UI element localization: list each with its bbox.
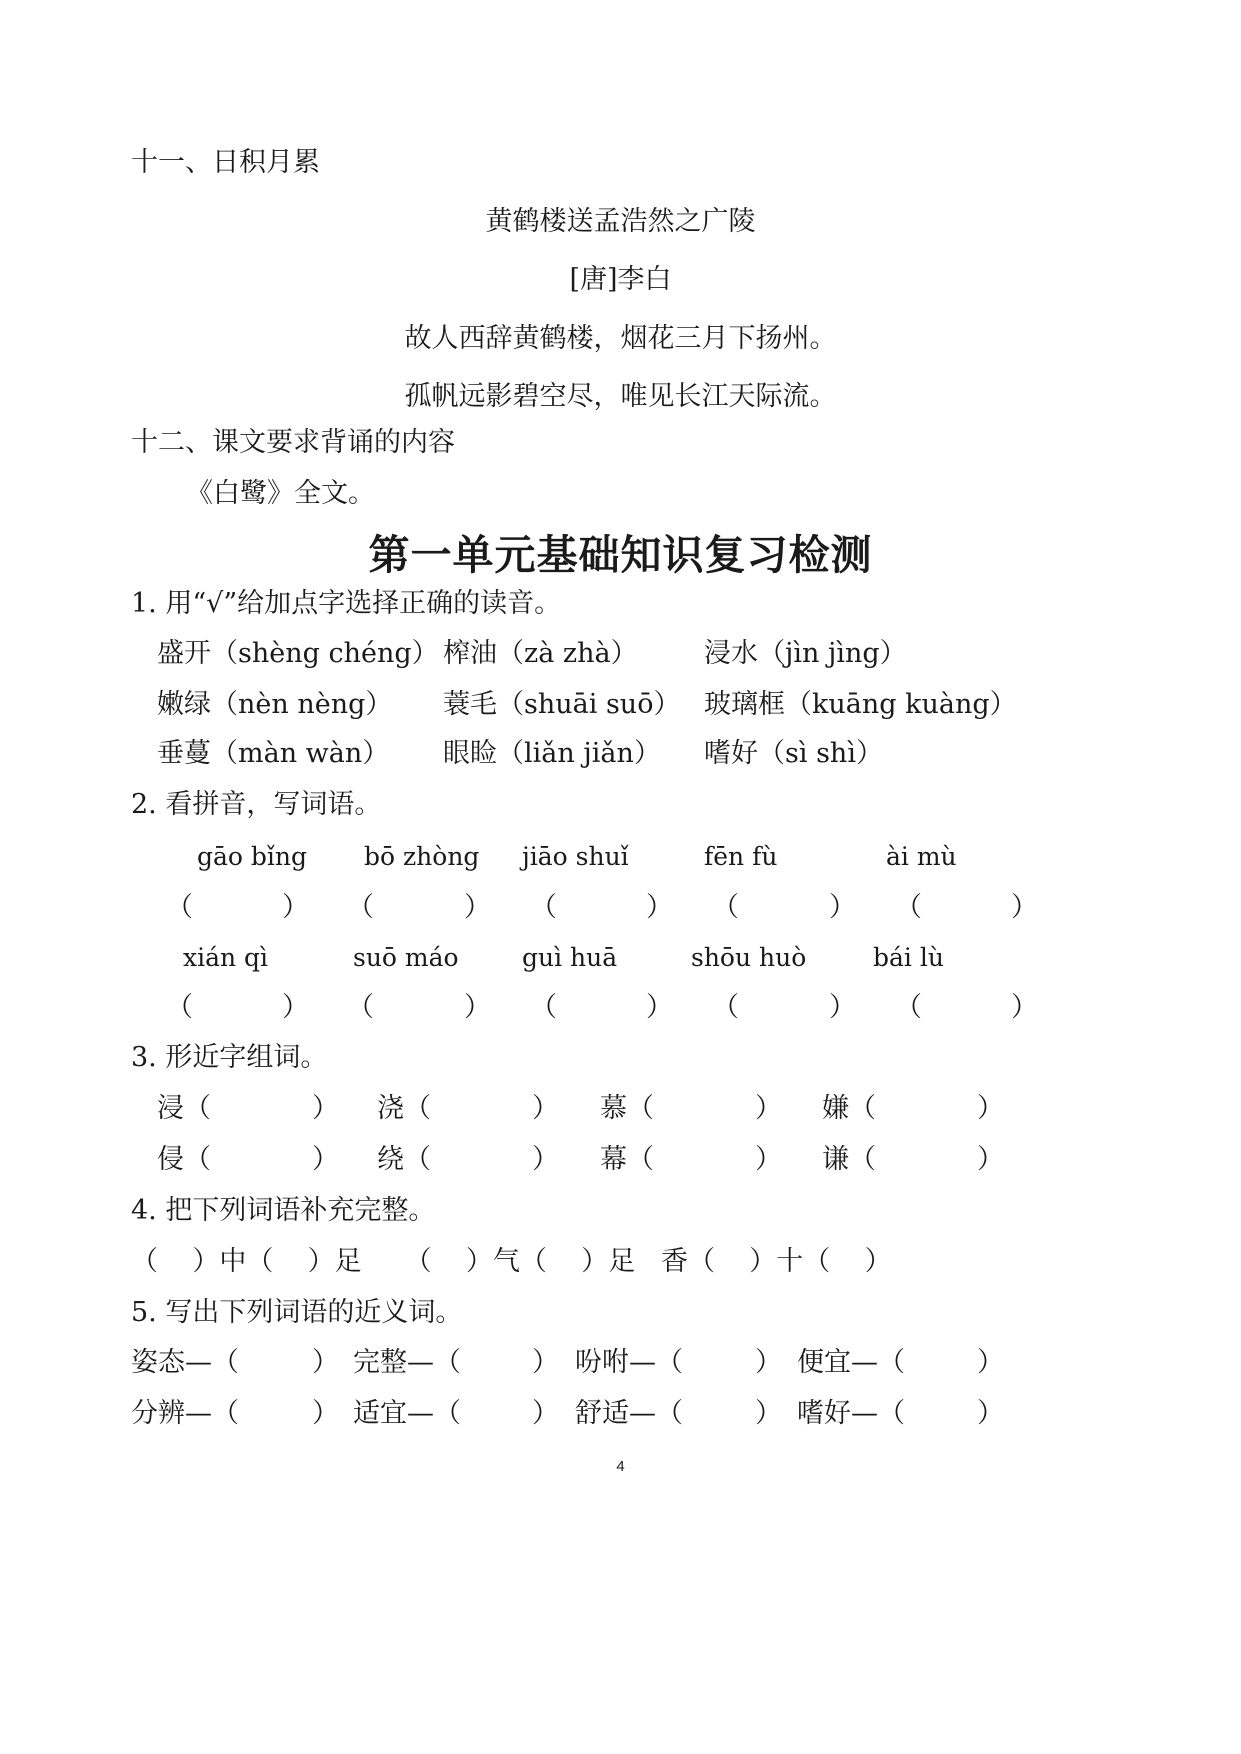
q2-pinyin: xián qì — [183, 943, 269, 972]
q5-item-close: ） — [312, 1347, 339, 1378]
q3-item-close: ） — [755, 1093, 782, 1124]
q3-item-close: ） — [312, 1093, 339, 1124]
q3-item: 绕（ — [377, 1144, 431, 1175]
section-12-heading: 十二、课文要求背诵的内容 — [131, 427, 455, 458]
q3-item: 慕（ — [600, 1093, 654, 1124]
q2-answer-close: ） — [829, 892, 856, 923]
q1-item: 盛开（shèng chéng） — [157, 638, 439, 669]
q2-answer-close: ） — [282, 892, 309, 923]
q2-answer-open: （ — [712, 992, 739, 1023]
q3-item: 幕（ — [600, 1144, 654, 1175]
q5-item-close: ） — [312, 1398, 339, 1429]
q2-answer-close: ） — [464, 892, 491, 923]
q2-answer-open: （ — [895, 992, 922, 1023]
q1-item: 嫩绿（nèn nèng） — [157, 689, 393, 720]
q3-item-close: ） — [532, 1144, 559, 1175]
q2-answer-open: （ — [895, 892, 922, 923]
q3-item-close: ） — [532, 1093, 559, 1124]
q2-answer-open: （ — [166, 992, 193, 1023]
q2-pinyin: jiāo shuǐ — [522, 842, 629, 871]
q3-prompt: 3. 形近字组词。 — [131, 1042, 328, 1073]
q1-item: 嗜好（sì shì） — [704, 738, 883, 769]
q1-item: 玻璃框（kuāng kuàng） — [704, 689, 1017, 720]
q2-pinyin: bō zhòng — [364, 842, 480, 871]
q5-item: 嗜好—（ — [797, 1398, 905, 1429]
q3-item: 浇（ — [377, 1093, 431, 1124]
q2-answer-close: ） — [1011, 992, 1038, 1023]
q5-item: 分辨—（ — [131, 1398, 239, 1429]
q2-pinyin: guì huā — [522, 943, 618, 972]
poem-line-2: 孤帆远影碧空尽，唯见长江天际流。 — [404, 381, 837, 412]
q3-item-close: ） — [977, 1144, 1004, 1175]
q3-item: 侵（ — [157, 1144, 211, 1175]
q2-pinyin: shōu huò — [691, 943, 807, 972]
q4-prompt: 4. 把下列词语补充完整。 — [131, 1195, 436, 1226]
q2-pinyin: bái lù — [873, 943, 944, 972]
q3-item: 嫌（ — [822, 1093, 876, 1124]
q5-item-close: ） — [755, 1347, 782, 1378]
q5-item: 完整—（ — [353, 1347, 461, 1378]
q2-answer-open: （ — [712, 892, 739, 923]
poem-title: 黄鹤楼送孟浩然之广陵 — [485, 206, 756, 237]
q3-item-close: ） — [755, 1144, 782, 1175]
q2-answer-close: ） — [646, 992, 673, 1023]
q5-item: 适宜—（ — [353, 1398, 461, 1429]
section-12-content: 《白鹭》全文。 — [186, 478, 375, 509]
q2-answer-open: （ — [530, 992, 557, 1023]
q2-answer-open: （ — [166, 892, 193, 923]
q1-item: 榨油（zà zhà） — [443, 638, 638, 669]
q1-item: 眼睑（liǎn jiǎn） — [443, 738, 661, 769]
q5-item: 便宜—（ — [797, 1347, 905, 1378]
q3-item: 谦（ — [822, 1144, 876, 1175]
q5-item: 吩咐—（ — [575, 1347, 683, 1378]
q3-item: 浸（ — [157, 1093, 211, 1124]
q1-item: 蓑毛（shuāi suō） — [443, 689, 681, 720]
q2-answer-open: （ — [347, 992, 374, 1023]
poem-line-1: 故人西辞黄鹤楼，烟花三月下扬州。 — [404, 323, 837, 354]
q5-item-close: ） — [532, 1347, 559, 1378]
q2-answer-close: ） — [646, 892, 673, 923]
q2-answer-close: ） — [464, 992, 491, 1023]
q5-item-close: ） — [755, 1398, 782, 1429]
q5-item: 姿态—（ — [131, 1347, 239, 1378]
q5-item-close: ） — [532, 1398, 559, 1429]
q5-item-close: ） — [977, 1398, 1004, 1429]
q4-line: （ ）中（ ）足 （ ）气（ ）足 香（ ）十（ ） — [131, 1246, 892, 1277]
q5-item: 舒适—（ — [575, 1398, 683, 1429]
q2-prompt: 2. 看拼音，写词语。 — [131, 789, 382, 820]
q2-pinyin: suō máo — [353, 943, 459, 972]
q2-answer-open: （ — [347, 892, 374, 923]
q5-item-close: ） — [977, 1347, 1004, 1378]
q2-answer-open: （ — [530, 892, 557, 923]
q2-pinyin: gāo bǐng — [197, 842, 308, 871]
page-number: 4 — [616, 1458, 625, 1475]
q1-prompt: 1. 用“√”给加点字选择正确的读音。 — [131, 588, 562, 619]
q2-pinyin: ài mù — [886, 842, 957, 871]
q1-item: 浸水（jìn jìng） — [704, 638, 907, 669]
q2-answer-close: ） — [282, 992, 309, 1023]
q3-item-close: ） — [312, 1144, 339, 1175]
q1-item: 垂蔓（màn wàn） — [157, 738, 390, 769]
q5-prompt: 5. 写出下列词语的近义词。 — [131, 1297, 463, 1328]
poem-author: [唐]李白 — [569, 264, 672, 295]
test-title: 第一单元基础知识复习检测 — [368, 531, 873, 579]
q3-item-close: ） — [977, 1093, 1004, 1124]
q2-answer-close: ） — [1011, 892, 1038, 923]
q2-pinyin: fēn fù — [704, 842, 778, 871]
section-11-heading: 十一、日积月累 — [131, 147, 320, 178]
q2-answer-close: ） — [829, 992, 856, 1023]
